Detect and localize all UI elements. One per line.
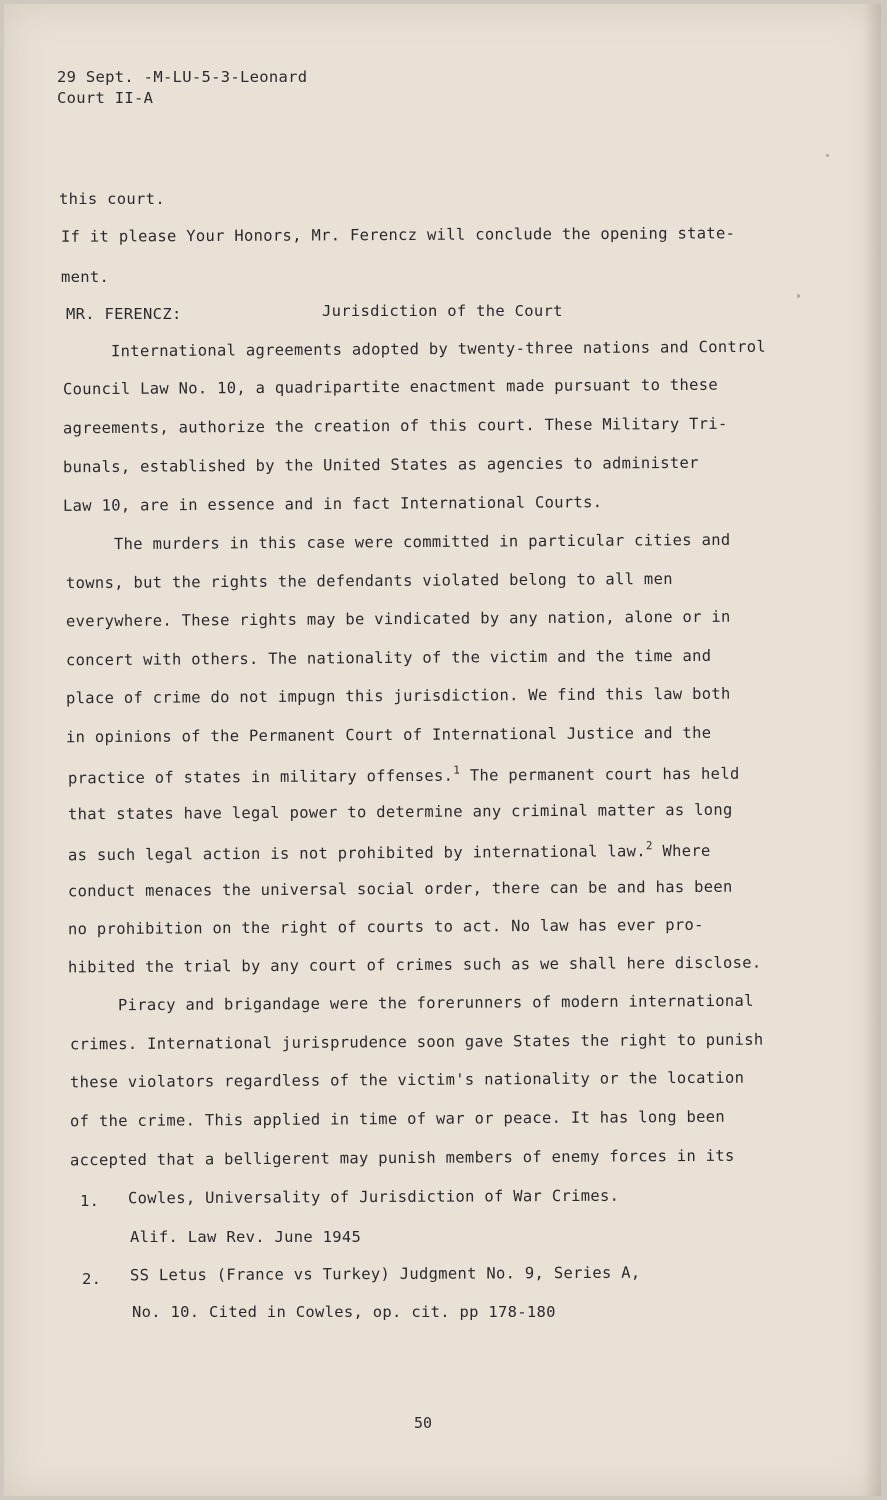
footnote-number: 2. (82, 1270, 102, 1288)
para1-line: Council Law No. 10, a quadripartite enactment made pursuant to these (62, 375, 719, 399)
speaker-label: MR. FERENCZ: (66, 305, 182, 323)
page-number: 50 (414, 1414, 433, 1432)
para2-line (68, 762, 740, 788)
footnote-text: SS Letus (France vs Turkey) Judgment No. 9, Series A, (129, 1263, 641, 1285)
para3-line: these violators regardless of the victim's nationality or the location (69, 1068, 745, 1092)
footnote-number: 1. (80, 1192, 100, 1210)
para2-text: as such legal action is not prohibited by international law. (67, 842, 646, 865)
para1-line: Law 10, are in essence and in fact International Courts. (62, 493, 603, 515)
para2-text: The permanent court has held (460, 764, 740, 785)
para2-line: no prohibition on the right of courts to act. No law has ever pro- (67, 915, 704, 939)
para2-line: towns, but the rights the defendants violated belong to all men (65, 569, 673, 593)
para2-line: conduct menaces the universal social order, there can be and has been (67, 877, 733, 901)
paper-spot (826, 154, 829, 157)
page-edge-shadow (863, 4, 881, 1496)
para1-line: agreements, authorize the creation of this court. These Military Tri- (62, 414, 728, 438)
header-line-2: Court II-A (57, 89, 154, 107)
paper-spot (797, 294, 800, 298)
footnote-text: No. 10. Cited in Cowles, op. cit. pp 178-180 (132, 1303, 556, 1321)
para2-line: everywhere. These rights may be vindicated by any nation, alone or in (65, 607, 731, 631)
footnote-text: Alif. Law Rev. June 1945 (130, 1228, 362, 1246)
para3-line: accepted that a belligerent may punish members of enemy forces in its (69, 1146, 735, 1170)
opening-line-2: If it please Your Honors, Mr. Ferencz will conclude the opening state- (60, 224, 736, 246)
header-line-1: 29 Sept. -M-LU-5-3-Leonard (57, 68, 308, 86)
footnote-text: Cowles, Universality of Jurisdiction of War Crimes. (127, 1186, 620, 1208)
para3-line: crimes. International jurisprudence soon gave States the right to punish (69, 1030, 764, 1054)
para2-text: practice of states in military offenses. (67, 766, 454, 788)
para3-line: of the crime. This applied in time of war or peace. It has long been (69, 1107, 726, 1131)
para2-line: that states have legal power to determine any criminal matter as long (67, 800, 733, 824)
footnote-ref-1: 1 (453, 763, 461, 777)
para2-line (68, 839, 711, 864)
footnote-ref-2: 2 (645, 839, 653, 853)
document-page (4, 4, 881, 1496)
para2-line: in opinions of the Permanent Court of International Justice and the (65, 723, 712, 747)
para2-line: The murders in this case were committed in particular cities and (113, 530, 731, 554)
para1-line: bunals, established by the United States as agencies to administer (62, 453, 699, 477)
para2-line: concert with others. The nationality of the victim and the time and (65, 646, 712, 670)
para2-line: hibited the trial by any court of crimes such as we shall here disclose. (67, 953, 762, 977)
opening-line-3: ment. (61, 268, 110, 286)
para3-line: Piracy and brigandage were the forerunners of modern international (117, 991, 754, 1015)
para1-line: International agreements adopted by twenty-three nations and Control (110, 337, 767, 361)
para2-line: place of crime do not impugn this jurisdiction. We find this law both (65, 684, 731, 708)
para2-text: Where (652, 841, 711, 861)
opening-line-1: this court. (59, 190, 165, 208)
section-title: Jurisdiction of the Court (322, 302, 563, 320)
